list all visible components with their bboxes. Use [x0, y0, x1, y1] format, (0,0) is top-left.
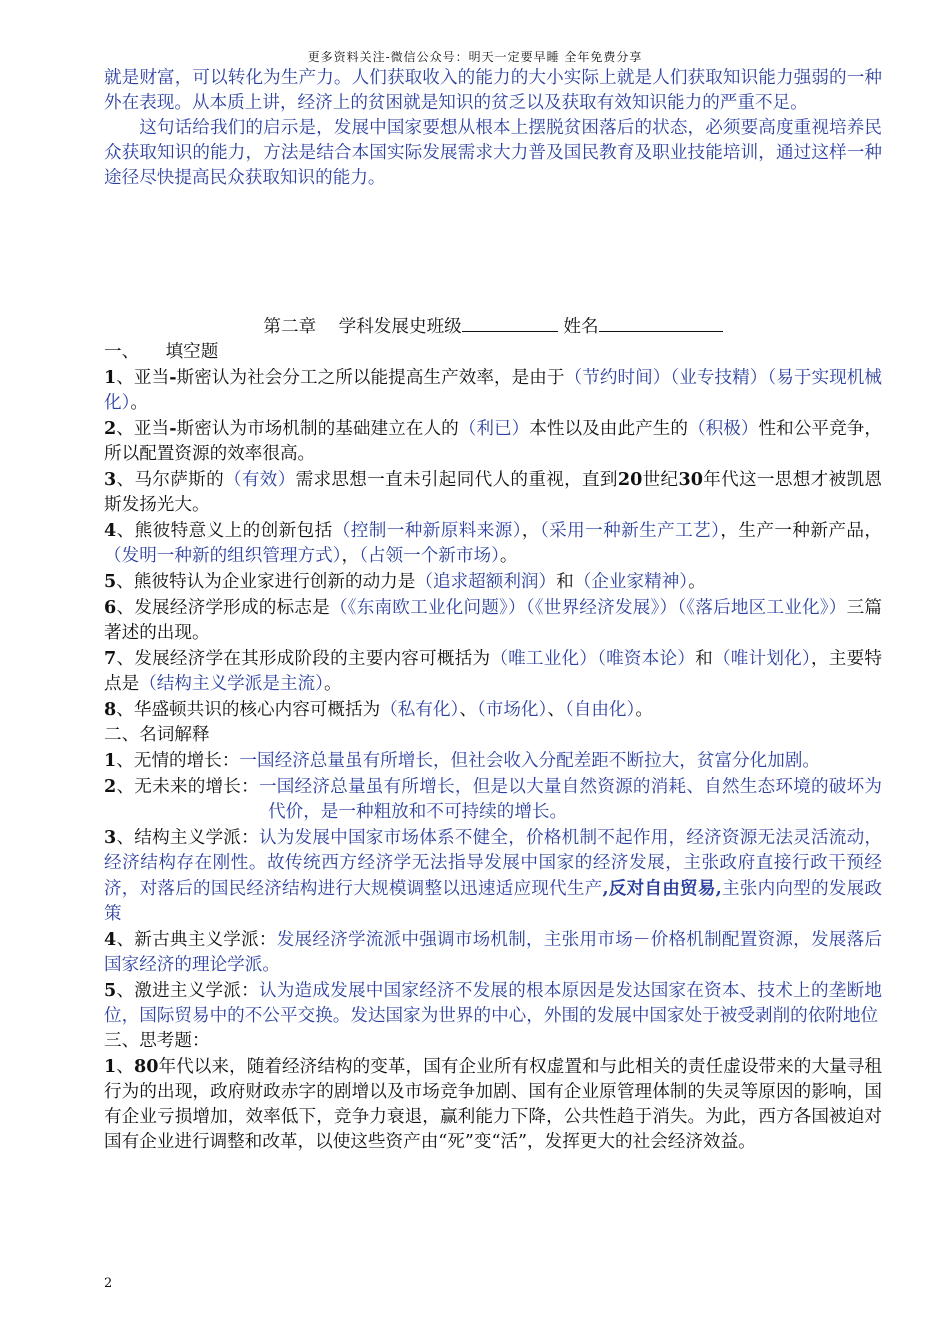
answer: （唯计划化） [712, 649, 811, 669]
answer: （企业家精神） [573, 572, 689, 592]
document-body [104, 66, 882, 1155]
answer: （市场化） [476, 700, 548, 720]
fill-item-2: 2、亚当-斯密认为市场机制的基础建立在人的（利已）本性以及由此产生的（积极）性和公平竞争，所以配置资源的效率很高。 [104, 418, 882, 464]
answer: （节约时间）（业专技精）（易于实现机械化） [104, 368, 882, 413]
answer: （采用一种新生产工艺） [539, 521, 721, 541]
header-note: 更多资料关注-微信公众号：明天一定要早睡 全年免费分享 [307, 50, 643, 64]
essay-item-1: 1、80年代以来，随着经济结构的变革，国有企业所有权虚置和与此相关的责任虚设带来的大量寻租行为的出现，政府财政赤字的剧增以及市场竞争加剧、国有企业原管理体制的失灵等原因的影响，国有企业亏损增加，效率低下，竞争力衰退，赢利能力下降，公共性趋于消失。为此，西方各国被迫对国有企业进行调整和改革，以使这些资产由“死”变“活”，发挥更大的社会经济效益。 [104, 1056, 882, 1152]
term: 、新古典主义学派： [116, 930, 277, 950]
term: 、无未来的增长： [116, 777, 259, 797]
chapter-subject: 学科发展史班级 [338, 317, 462, 337]
answer: （控制一种新原料来源） [332, 521, 522, 541]
section3-heading: 三、思考题： [104, 1031, 210, 1051]
name-label: 姓名 [563, 317, 599, 337]
chapter-title [104, 313, 882, 340]
fill-item-3: 3、马尔萨斯的（有效）需求思想一直未引起同代人的重视，直到20世纪30年代这一思想才被凯恩斯发扬光大。 [104, 469, 882, 515]
intro-paragraph-2: 这句话给我们的启示是，发展中国家要想从根本上摆脱贫困落后的状态，必须要高度重视培养民众获取知识的能力，方法是结合本国实际发展需求大力普及国民教育及职业技能培训，通过这样一种途径尽快提高民众获取知识的能力。 [104, 118, 882, 188]
term: 、结构主义学派： [116, 828, 259, 848]
answer: （结构主义学派是主流） [139, 674, 324, 694]
definition: 认为造成发展中国家经济不发展的根本原因是发达国家在资本、技术上的垄断地位，国际贸易中的不公平交换。发达国家为世界的中心，外围的发展中国家处于被受剥削的依附地位 [104, 981, 882, 1026]
definition-bold: ,反对自由贸易, [602, 878, 722, 899]
fill-item-4: 4、熊彼特意义上的创新包括（控制一种新原料来源），（采用一种新生产工艺），生产一种新产品，（发明一种新的组织管理方式），（占领一个新市场）。 [104, 520, 882, 566]
class-blank [462, 313, 558, 332]
section1-heading: 一、 填空题 [104, 342, 219, 362]
definition: 一国经济总量虽有所增长，但社会收入分配差距不断拉大，贫富分化加剧。 [239, 751, 821, 771]
answer: （私有化） [380, 700, 460, 720]
fill-item-5: 5、熊彼特认为企业家进行创新的动力是（追求超额利润）和（企业家精神）。 [104, 571, 706, 592]
answer: （积极） [687, 419, 759, 439]
term-item-2: 2、无未来的增长：一国经济总量虽有所增长，但是以大量自然资源的消耗、自然生态环境的破坏为代价，是一种粗放和不可持续的增长。 [104, 776, 882, 822]
term-item-3: 3、结构主义学派：认为发展中国家市场体系不健全，价格机制不起作用，经济资源无法灵活流动，经济结构存在刚性。故传统西方经济学无法指导发展中国家的经济发展，主张政府直接行政干预经济，对落后的国民经济结构进行大规模调整以迅速适应现代生产,反对自由贸易,主张内向型的发展政策 [104, 827, 882, 924]
definition-end: 主张内向型的发展政策 [104, 879, 882, 924]
fill-item-6: 6、发展经济学形成的标志是（《东南欧工业化问题》）（《世界经济发展》）（《落后地区工业化》）三篇著述的出现。 [104, 597, 882, 643]
page-number: 2 [104, 1276, 113, 1291]
definition: 认为发展中国家市场体系不健全，价格机制不起作用，经济资源无法灵活流动，经济结构存在刚性。故传统西方经济学无法指导发展中国家的经济发展，主张政府直接行政干预经济，对落后的国民经济结构进行大规模调整以迅速适应现代生产 [104, 828, 882, 899]
section2-heading: 二、名词解释 [104, 725, 210, 745]
term-item-4: 4、新古典主义学派：发展经济学流派中强调市场机制，主张用市场－价格机制配置资源，发展落后国家经济的理论学派。 [104, 929, 882, 975]
fill-item-8: 8、华盛顿共识的核心内容可概括为（私有化）、（市场化）、（自由化）。 [104, 699, 653, 720]
answer: （自由化） [564, 700, 636, 720]
chapter-number: 第二章 [263, 317, 317, 337]
answer: （占领一个新市场） [359, 546, 500, 566]
definition: 一国经济总量虽有所增长，但是以大量自然资源的消耗、自然生态环境的破坏为代价，是一种粗放和不可持续的增长。 [258, 777, 882, 822]
term-item-1: 1、无情的增长：一国经济总量虽有所增长，但社会收入分配差距不断拉大，贫富分化加剧。 [104, 750, 821, 771]
answer: （《东南欧工业化问题》）（《世界经济发展》）（《落后地区工业化》） [329, 598, 847, 618]
answer: （利已） [458, 419, 530, 439]
answer: （有效） [223, 470, 296, 490]
definition: 发展经济学流派中强调市场机制，主张用市场－价格机制配置资源，发展落后国家经济的理论学派。 [104, 930, 882, 975]
term: 、激进主义学派： [116, 981, 259, 1001]
answer: （发明一种新的组织管理方式） [104, 546, 342, 566]
term-item-5: 5、激进主义学派：认为造成发展中国家经济不发展的根本原因是发达国家在资本、技术上的垄断地位，国际贸易中的不公平交换。发达国家为世界的中心，外围的发展中国家处于被受剥削的依附地位 [104, 980, 882, 1026]
answer: （唯工业化）（唯资本论） [490, 649, 696, 669]
intro-paragraph-1: 就是财富，可以转化为生产力。人们获取收入的能力的大小实际上就是人们获取知识能力强弱的一种外在表现。从本质上讲，经济上的贫困就是知识的贫乏以及获取有效知识能力的严重不足。 [104, 68, 882, 113]
fill-item-7: 7、发展经济学在其形成阶段的主要内容可概括为（唯工业化）（唯资本论）和（唯计划化），主要特点是（结构主义学派是主流）。 [104, 648, 882, 694]
page-gap [104, 191, 882, 313]
term: 、无情的增长： [116, 751, 240, 771]
name-blank [599, 313, 723, 332]
answer: （追求超额利润） [415, 572, 557, 592]
fill-item-1: 1、亚当-斯密认为社会分工之所以能提高生产效率，是由于（节约时间）（业专技精）（易于实现机械化）。 [104, 367, 882, 413]
